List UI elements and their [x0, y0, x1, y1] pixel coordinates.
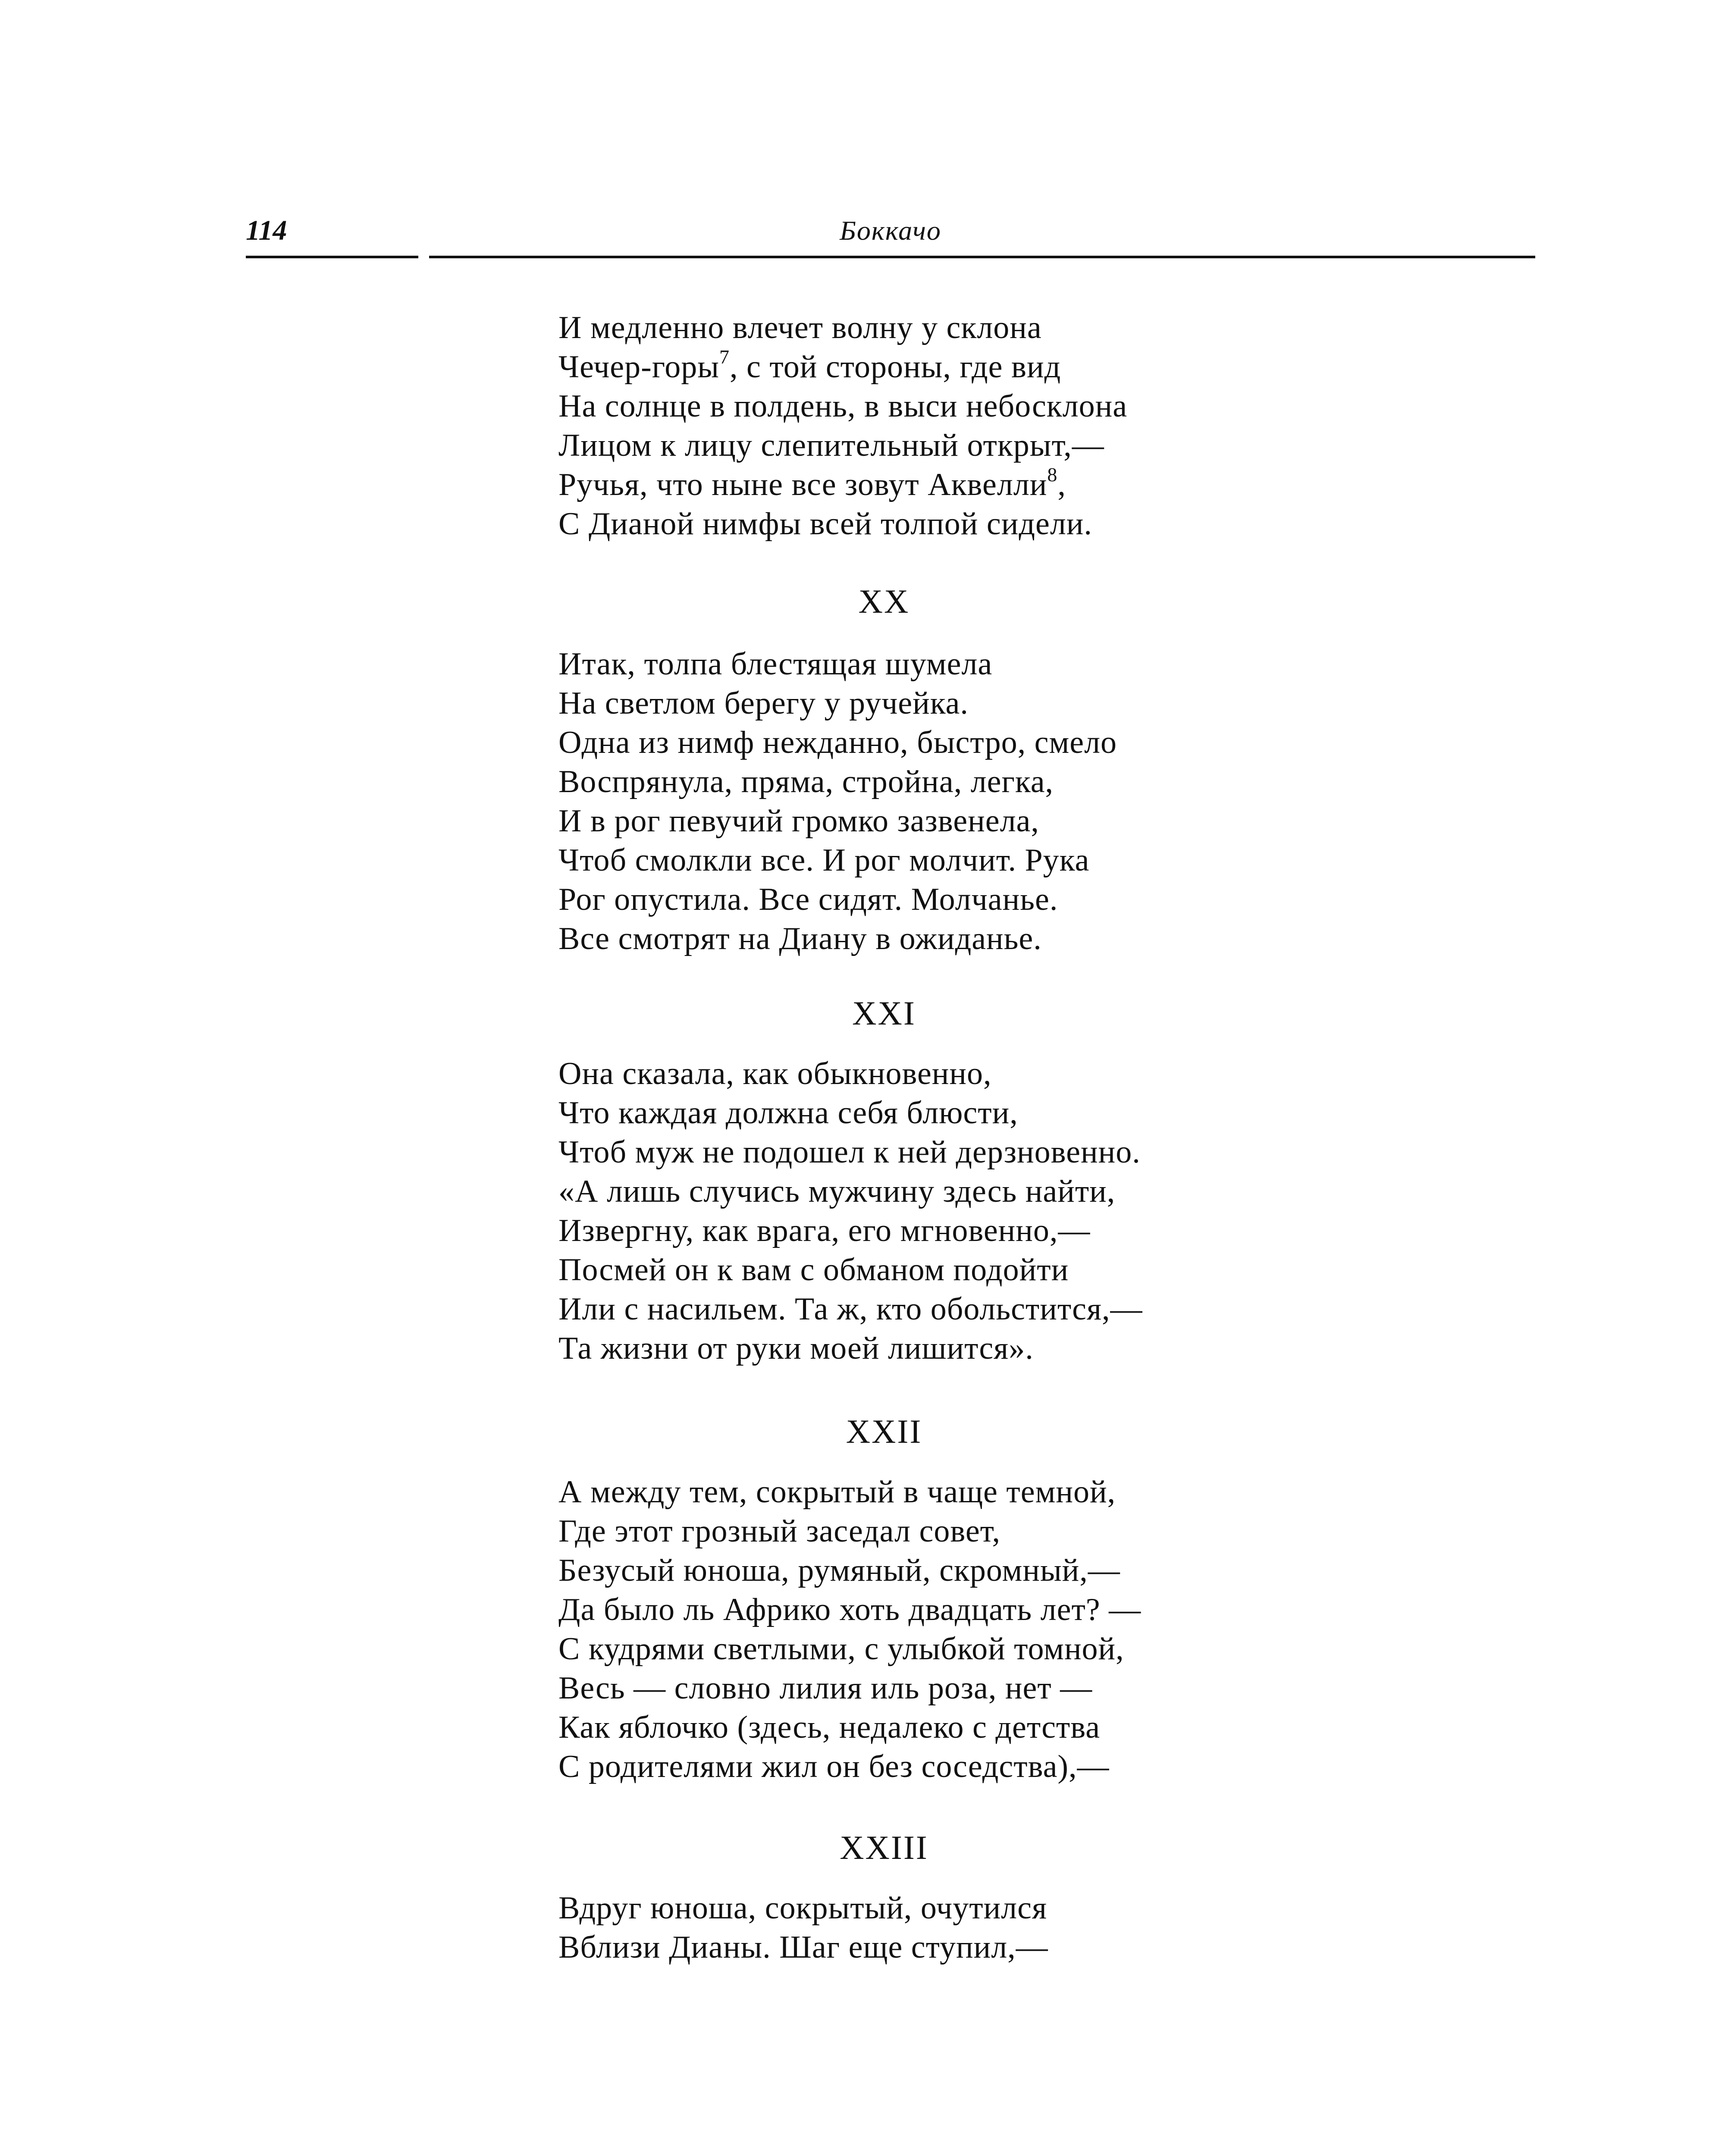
verse-line: Чечер-горы$^7$, с той стороны, где вид — [558, 345, 1061, 385]
verse-line: Одна из нимф нежданно, быстро, смело — [558, 725, 1117, 760]
verse-line: Вдруг юноша, сокрытый, очутился — [558, 1890, 1047, 1926]
verse-line: Как яблочко (здесь, недалеко с детства — [558, 1710, 1101, 1745]
footnote-marker: 7 — [719, 345, 730, 368]
header-rule-left — [246, 256, 418, 258]
stanza-xxi — [558, 1054, 1292, 1368]
stanza-continued — [558, 308, 1292, 544]
verse-line: Все смотрят на Диану в ожиданье. — [558, 921, 1042, 956]
verse-line: Где этот грозный заседал совет, — [558, 1514, 1000, 1549]
page-number: 114 — [246, 215, 287, 246]
verse-line: «А лишь случись мужчину здесь найти, — [558, 1174, 1116, 1209]
stanza-xxii — [558, 1473, 1292, 1786]
stanza-number: XXI — [852, 994, 916, 1032]
verse-line: Или с насильем. Та ж, кто обольстится,— — [558, 1291, 1143, 1327]
stanza-xx — [558, 645, 1292, 959]
verse-line: Да было ль Африко хоть двадцать лет? — — [558, 1592, 1142, 1627]
verse-line: С родителями жил он без соседства),— — [558, 1749, 1110, 1784]
verse-line: Извергну, как врага, его мгновенно,— — [558, 1213, 1091, 1248]
verse-line: Рог опустила. Все сидят. Молчанье. — [558, 882, 1058, 917]
verse-line: И медленно влечет волну у склона — [558, 310, 1042, 345]
footnote-marker: 8 — [1047, 463, 1058, 486]
stanza-number: XX — [858, 583, 910, 620]
stanza-number: XXII — [846, 1413, 922, 1450]
verse-line: И в рог певучий громко зазвенела, — [558, 803, 1039, 839]
verse-line: Безусый юноша, румяный, скромный,— — [558, 1553, 1120, 1588]
verse-line: Вблизи Дианы. Шаг еще ступил,— — [558, 1930, 1048, 1965]
stanza-xxiii — [558, 1889, 1292, 1967]
verse-line: Воспрянула, пряма, стройна, легка, — [558, 764, 1054, 799]
verse-line: А между тем, сокрытый в чаще темной, — [558, 1474, 1116, 1510]
verse-line: Ручья, что ныне все зовут Аквелли$^8$, — [558, 463, 1066, 502]
verse-line: На солнце в полдень, в выси небосклона — [558, 389, 1128, 424]
running-head — [246, 203, 1535, 259]
running-title: Боккачо — [840, 215, 941, 246]
header-rule-right — [429, 256, 1535, 258]
stanza-number: XXIII — [840, 1829, 928, 1866]
verse-line: Она сказала, как обыкновенно, — [558, 1056, 992, 1091]
verse-line: Лицом к лицу слепительный открыт,— — [558, 428, 1104, 463]
verse-line: Итак, толпа блестящая шумела — [558, 646, 993, 682]
verse-line: С кудрями светлыми, с улыбкой томной, — [558, 1631, 1124, 1667]
verse-line: С Дианой нимфы всей толпой сидели. — [558, 506, 1092, 542]
verse-line: Та жизни от руки моей лишится». — [558, 1331, 1034, 1366]
verse-line: На светлом берегу у ручейка. — [558, 686, 969, 721]
verse-line: Чтоб смолкли все. И рог молчит. Рука — [558, 843, 1090, 878]
verse-line: Весь — словно лилия иль роза, нет — — [558, 1670, 1093, 1706]
verse-line: Чтоб муж не подошел к ней дерзновенно. — [558, 1134, 1141, 1170]
verse-line: Что каждая должна себя блюсти, — [558, 1095, 1018, 1131]
verse-line: Посмей он к вам с обманом подойти — [558, 1252, 1069, 1288]
